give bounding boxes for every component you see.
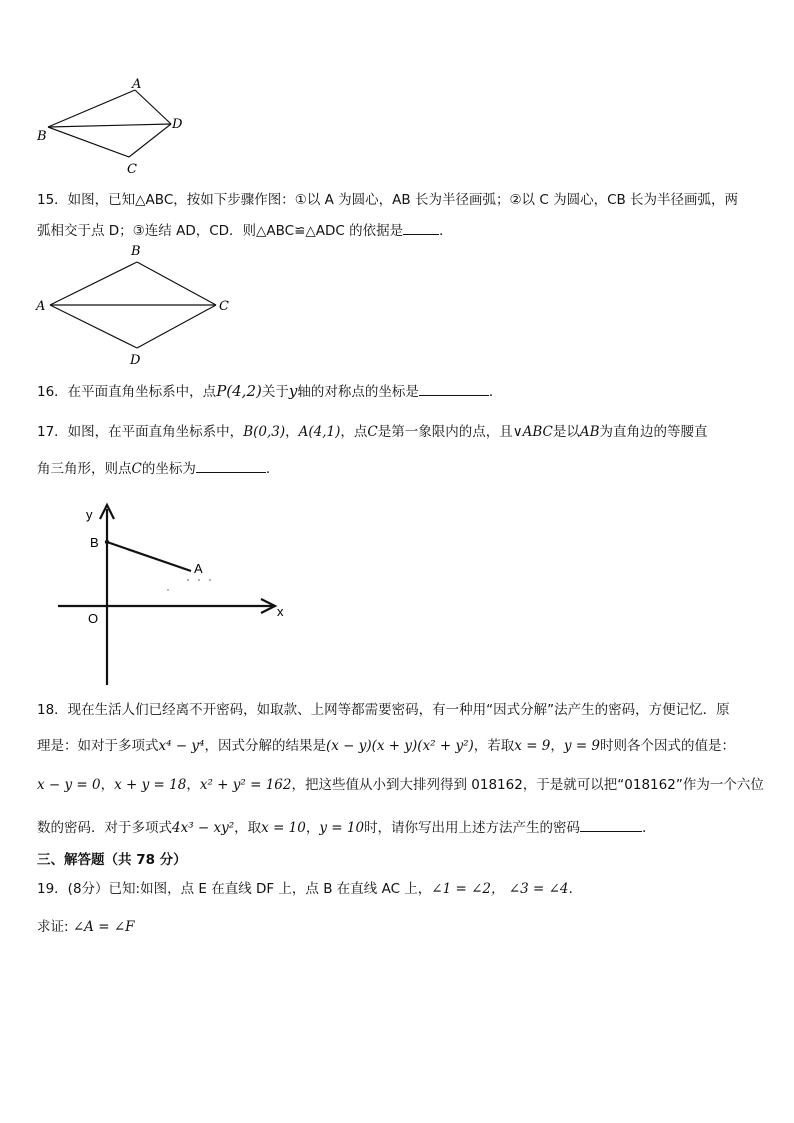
q19-prove-statement: ∠A = ∠F	[72, 919, 135, 935]
label-C: C	[127, 162, 137, 177]
q17-AB: AB	[579, 424, 600, 440]
q17-mid3: 是以	[552, 424, 580, 440]
q16-pre: 16．在平面直角坐标系中，点	[37, 384, 217, 400]
q16-end: ．	[488, 384, 503, 400]
q15-line2-text: 弧相交于点 D；③连结 AD，CD．则△ABC≌△ADC 的依据是	[37, 223, 404, 239]
origin-label: O	[88, 611, 99, 626]
q18-y-value2: y = 10	[319, 820, 365, 836]
label-B: B	[90, 535, 99, 550]
q18-l4-sep: ，	[305, 820, 320, 836]
label-D: D	[130, 353, 141, 368]
section-title: 三、解答题（共 78 分）	[37, 852, 187, 868]
answer-blank-q17[interactable]	[196, 458, 266, 473]
q19-angles: ∠1 = ∠2， ∠3 = ∠4	[431, 881, 569, 897]
label-B: B	[131, 244, 141, 259]
q18-factor-b: x + y = 18	[114, 777, 187, 793]
q16-axis: y	[288, 382, 298, 400]
q15-line2	[37, 219, 453, 239]
q18-l4-post: 时，请你写出用上述方法产生的密码	[364, 820, 581, 836]
q18-l2-pre: 理是：如对于多项式	[37, 738, 159, 754]
q15-line1: 15．如图，已知△ABC，按如下步骤作图：①以 A 为圆心，AB 长为半径画弧；②以 C 为圆心，CB 长为半径画弧，两	[37, 192, 739, 208]
figure-q17	[50, 495, 300, 690]
q16-post: 轴的对称点的坐标是	[297, 384, 419, 400]
q18-factorization: (x − y)(x + y)(x² + y²)	[325, 738, 474, 754]
q18-line3	[37, 773, 764, 793]
figure-q14	[30, 75, 200, 180]
q17-end: .	[265, 461, 271, 477]
label-A: A	[36, 299, 46, 314]
q17-line2-C: C	[131, 461, 142, 477]
q17-line2-post: 的坐标为	[141, 461, 196, 477]
q18-line1: 18．现在生活人们已经离不开密码，如取款、上网等都需要密码，有一种用“因式分解”法产生的密码，方便记忆．原	[37, 702, 730, 718]
q16	[37, 380, 502, 400]
q15-line2-end: ．	[439, 223, 453, 239]
q17-sep: ，	[285, 424, 299, 440]
q17-line2-pre: 角三角形，则点	[37, 461, 132, 477]
answer-blank-q16[interactable]	[419, 381, 489, 396]
q18-l2-post: 时则各个因式的值是：	[600, 738, 736, 754]
q17-line1	[37, 420, 708, 440]
q18-poly: x⁴ − y⁴	[158, 738, 205, 754]
q19-end: .	[568, 881, 573, 897]
label-A: A	[132, 77, 142, 92]
q18-factor-a: x − y = 0	[37, 777, 101, 793]
q18-l2-sep: ，	[550, 738, 564, 754]
q18-y-value: y = 9	[563, 738, 601, 754]
q18-x-value: x = 9	[514, 738, 551, 754]
q18-l3-post: ，把这些值从小到大排列得到 018162，于是就可以把“018162”作为一个六位	[291, 777, 764, 793]
q17-triangle: ∨ABC	[512, 424, 553, 440]
q18-l4-pre: 数的密码．对于多项式	[37, 820, 172, 836]
label-C: C	[219, 299, 229, 314]
q16-mid: 关于	[261, 384, 289, 400]
answer-blank-q15[interactable]	[403, 220, 439, 235]
q19-line1	[37, 877, 573, 897]
q18-l3-sep1: ，	[100, 777, 115, 793]
q19-prove-label: 求证:	[37, 919, 69, 935]
q18-l3-sep2: ，	[186, 777, 200, 793]
q17-mid2: 是第一象限内的点，且	[377, 424, 513, 440]
y-axis-label: y	[86, 507, 93, 522]
q18-factor-c: x² + y² = 162	[199, 777, 292, 793]
q18-line4	[37, 816, 656, 836]
figure-q15	[30, 240, 240, 370]
q18-line2	[37, 734, 735, 754]
q17-B: B(0,3)	[243, 424, 286, 440]
q19-pre: 19．(8分）已知:如图，点 E 在直线 DF 上，点 B 在直线 AC 上，	[37, 881, 432, 897]
q17-mid4: 为直角边的等腰直	[599, 424, 708, 440]
q19-prove	[37, 915, 135, 935]
q18-l4-mid: ，取	[234, 820, 262, 836]
q17-A: A(4,1)	[298, 424, 341, 440]
label-D: D	[172, 117, 183, 132]
q18-l2-mid: ，因式分解的结果是	[204, 738, 326, 754]
q18-l4-end: ．	[642, 820, 656, 836]
label-A: A	[194, 561, 203, 576]
q17-mid: ，点	[340, 424, 368, 440]
q18-l2-mid2: ，若取	[473, 738, 515, 754]
q18-x-value2: x = 10	[261, 820, 306, 836]
x-axis-label: x	[277, 604, 284, 619]
q18-poly2: 4x³ − xy²	[172, 820, 235, 836]
q17-C: C	[367, 424, 378, 440]
q17-pre: 17．如图，在平面直角坐标系中，	[37, 424, 244, 440]
q16-point: P(4,2)	[216, 382, 262, 400]
answer-blank-q18[interactable]	[580, 817, 642, 832]
q17-line2	[37, 457, 270, 477]
label-B: B	[37, 129, 47, 144]
